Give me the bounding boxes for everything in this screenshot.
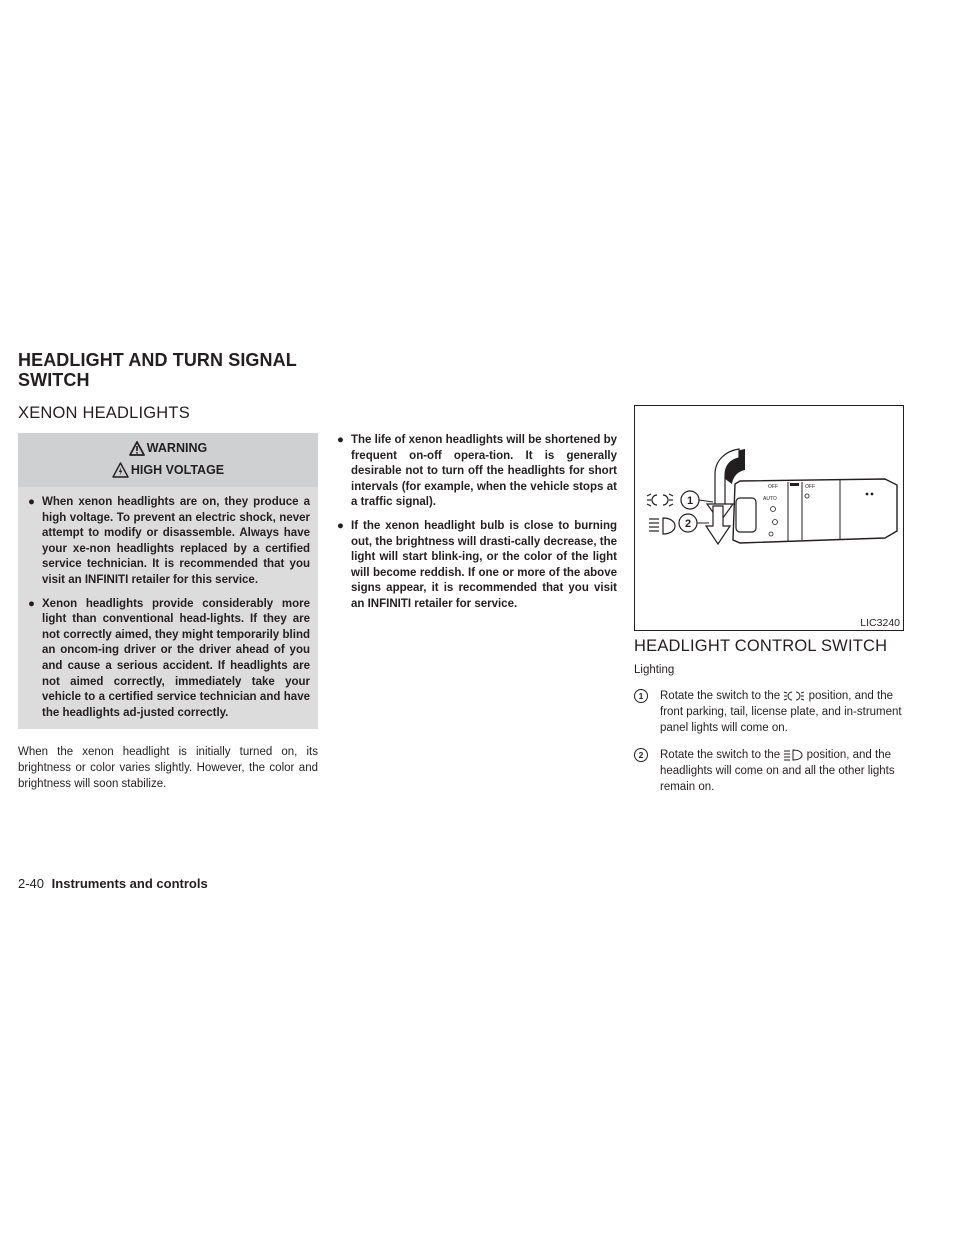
warning-label: WARNING: [146, 441, 208, 455]
switch-label-off-2: OFF: [805, 484, 815, 490]
control-subheading: Lighting: [634, 664, 675, 676]
high-voltage-icon: [112, 462, 129, 478]
step-number: 2: [634, 748, 648, 762]
step-number: 1: [634, 689, 648, 703]
step-item: 2 Rotate the switch to the position, and the headlights will come on and all the other lights remain on.: [634, 747, 910, 796]
warning-triangle-icon: [129, 441, 145, 456]
warning-item: ● When xenon headlights are on, they produce a high voltage. To prevent an electric shock, never attempt to modify or disassemble. Always have your xe-non headlights replaced by a certified service technician. It is recommended that you visit an INFINITI retailer for this service.: [28, 496, 310, 586]
headlight-switch-diagram: [635, 406, 903, 630]
chapter-title: Instruments and controls: [51, 876, 208, 891]
page-footer: [18, 876, 208, 891]
headlight-symbol: [649, 518, 675, 534]
section-title: HEADLIGHT AND TURN SIGNAL SWITCH: [18, 350, 297, 390]
warning-box: [18, 433, 318, 729]
headlight-icon: [783, 749, 803, 761]
control-heading: HEADLIGHT CONTROL SWITCH: [634, 637, 888, 655]
warning-header: [18, 433, 318, 487]
page-number: 2-40: [18, 876, 45, 891]
xenon-body-text: When the xenon headlight is initially turned on, its brightness or color varies slightly. However, the color and brightness will soon stabilize.: [18, 746, 318, 791]
parking-light-icon: [783, 690, 805, 702]
callout-1: 1: [686, 495, 694, 507]
xenon-bullet-list: [337, 433, 617, 621]
control-steps: [634, 678, 910, 795]
list-item: ● If the xenon headlight bulb is close to burning out, the brightness will drasti-cally decrease, the light will start blink-ing, or the color of the light will become reddish. If one or more of the above signs appear, it is recommended that you visit an INFINITI retailer for service.: [337, 519, 617, 610]
warning-item: ● Xenon headlights provide considerably more light than conventional head-lights. If they are not correctly aimed, they might temporarily blind an oncom-ing driver or the driver ahead of you and cause a serious accident. If headlights are not aimed correctly, immediately take your vehicle to a certified service technician and have the headlights ad-justed correctly.: [28, 597, 310, 719]
callout-2: 2: [684, 518, 692, 530]
figure-code: LIC3240: [860, 617, 900, 629]
xenon-heading: XENON HEADLIGHTS: [18, 404, 190, 422]
step-item: 1 Rotate the switch to the position, and the front parking, tail, license plate, and in-strument panel lights will come on.: [634, 688, 910, 737]
high-voltage-label: HIGH VOLTAGE: [130, 463, 225, 477]
switch-label-auto: AUTO: [763, 496, 777, 502]
parking-light-symbol: [647, 494, 673, 506]
list-item: ● The life of xenon headlights will be shortened by frequent on-off opera-tion. It is generally desirable not to turn off the headlights for short intervals (for example, when the vehicle stops at a traffic signal).: [337, 434, 617, 509]
switch-label-off: OFF: [768, 484, 778, 490]
switch-illustration: [634, 405, 904, 631]
